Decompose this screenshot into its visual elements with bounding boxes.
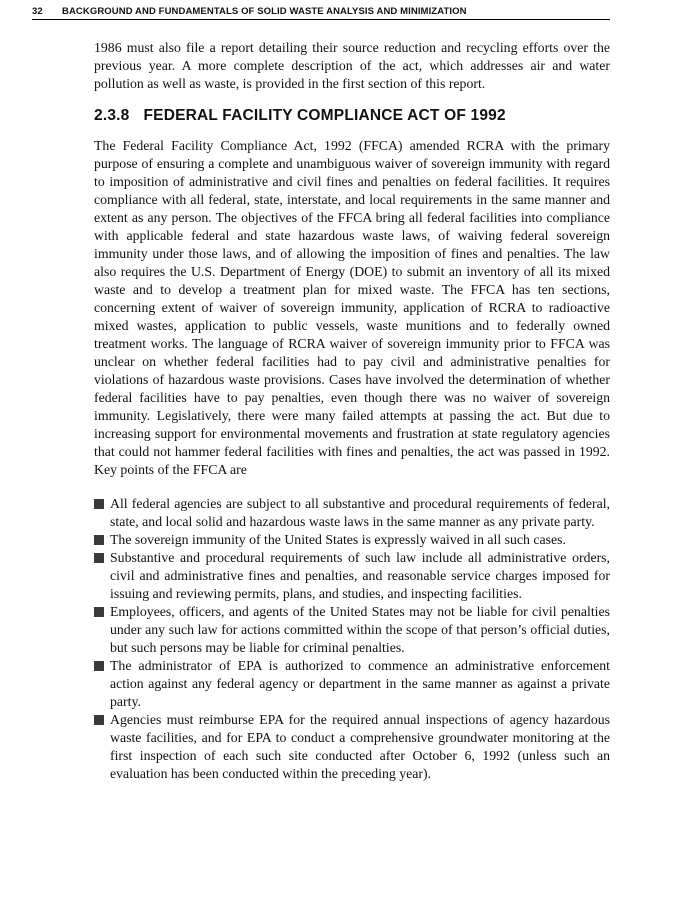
square-bullet-icon	[94, 535, 104, 545]
list-item-text: All federal agencies are subject to all substantive and procedural requirements of federal, state, and local solid and hazardous waste laws in the same manner as any private party.	[110, 496, 610, 529]
list-item-text: Substantive and procedural requirements of such law include all administrative orders, civil and administrative fines and penalties, and reasonable service charges imposed for issuing and reviewing permits, plans, and studies, and inspecting facilities.	[110, 550, 610, 601]
running-title: BACKGROUND AND FUNDAMENTALS OF SOLID WASTE ANALYSIS AND MINIMIZATION	[62, 6, 467, 17]
section-body-paragraph: The Federal Facility Compliance Act, 1992 (FFCA) amended RCRA with the primary purpose of ensuring a complete and unambiguous waiver of sovereign immunity with regard to imposition of administrative and civil fines and penalties on federal facilities. It requires compliance with all federal, state, interstate, and local requirements in the same manner and extent as any person. The objectives of the FFCA bring all federal facilities into compliance with applicable federal and state hazardous waste laws, of waiving federal sovereign immunity under those laws, and of allowing the imposition of fines and penalties. The law also requires the U.S. Department of Energy (DOE) to submit an inventory of all its mixed waste and to develop a treatment plan for mixed waste. The FFCA has ten sections, concerning extent of waiver of sovereign immunity, application of RCRA to radioactive mixed wastes, application to public vessels, waste munitions and to federally owned treatment works. The language of RCRA waiver of sovereign immunity prior to FFCA was unclear on whether federal facilities had to pay civil and administrative penalties for violations of hazardous waste provisions. Cases have involved the determination of whether federal facilities have to pay penalties, even though there was no waiver of sovereign immunity. Legislatively, there were many failed attempts at passing the act. But due to increasing support for environmental movements and frustration at state regulatory agencies that could not hammer federal facilities with fines and penalties, the act was passed in 1992. Key points of the FFCA are	[94, 138, 610, 477]
square-bullet-icon	[94, 715, 104, 725]
list-item-text: Agencies must reimburse EPA for the required annual inspections of agency hazardous waste facilities, and for EPA to conduct a comprehensive groundwater monitoring at the first inspection of each such site conducted after October 6, 1992 (unless such an evaluation has been conducted within the preceding year).	[110, 712, 610, 781]
list-item	[94, 549, 610, 603]
section-title: FEDERAL FACILITY COMPLIANCE ACT OF 1992	[143, 107, 506, 124]
section-heading	[94, 106, 610, 126]
page-number: 32	[32, 6, 43, 17]
list-item	[94, 495, 610, 531]
list-item-text: Employees, officers, and agents of the United States may not be liable for civil penalties under any such law for actions committed within the scope of that person’s official duties, but such persons may be liable for criminal penalties.	[110, 604, 610, 655]
list-item-text: The administrator of EPA is authorized to commence an administrative enforcement action against any federal agency or department in the same manner as against a private party.	[110, 658, 610, 709]
list-item	[94, 603, 610, 657]
square-bullet-icon	[94, 499, 104, 509]
list-item	[94, 657, 610, 711]
page-body	[94, 39, 610, 783]
key-points-list	[94, 495, 610, 783]
square-bullet-icon	[94, 661, 104, 671]
running-header	[32, 5, 610, 20]
square-bullet-icon	[94, 607, 104, 617]
list-item	[94, 711, 610, 783]
section-number: 2.3.8	[94, 107, 130, 124]
list-item	[94, 531, 610, 549]
list-item-text: The sovereign immunity of the United States is expressly waived in all such cases.	[110, 532, 566, 547]
intro-paragraph: 1986 must also file a report detailing their source reduction and recycling efforts over the previous year. A more complete description of the act, which addresses air and water pollution as well as waste, is provided in the first section of this report.	[94, 40, 610, 91]
square-bullet-icon	[94, 553, 104, 563]
